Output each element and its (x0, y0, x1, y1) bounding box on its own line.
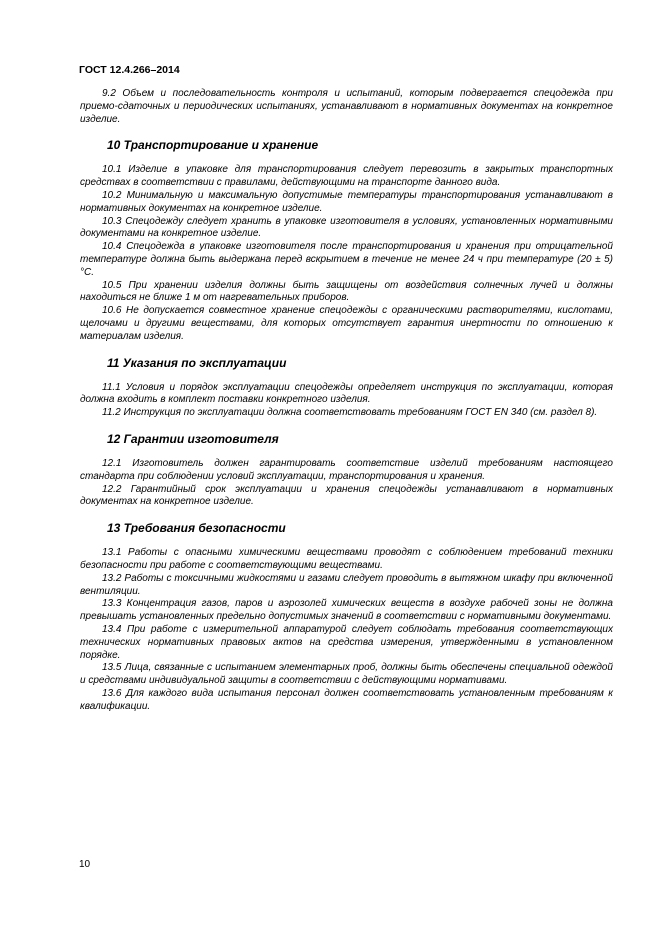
paragraph-11-2: 11.2 Инструкция по эксплуатации должна соответствовать требованиям ГОСТ EN 340 (см. раздел 8). (102, 407, 598, 419)
section-heading-10: 10 Транспортирование и хранение (107, 138, 319, 153)
document-body (80, 88, 613, 713)
paragraph-10-6: 10.6 Не допускается совместное хранение спецодежды с органическими растворителями, кислотами, щелочами и другими веществами, для которых отсутствует гарантия инертности по отношению к материалам изделия. (80, 305, 613, 342)
paragraph-10-1: 10.1 Изделие в упаковке для транспортирования следует перевозить в закрытых транспортных средствах в соответствии с правилами, действующими на транспорте данного вида. (80, 164, 613, 189)
paragraph-13-3: 13.3 Концентрация газов, паров и аэрозолей химических веществ в воздухе рабочей зоны не должна превышать установленных предельно допустимых значений в соответствии с нормативными документами. (80, 598, 613, 623)
paragraph-13-2: 13.2 Работы с токсичными жидкостями и газами следует проводить в вытяжном шкафу при включенной вентиляции. (80, 572, 613, 597)
section-heading-11: 11 Указания по эксплуатации (107, 355, 287, 370)
paragraph-13-6: 13.6 Для каждого вида испытания персонал должен соответствовать установленным требованиям к квалификации. (80, 687, 613, 712)
paragraph-10-3: 10.3 Спецодежду следует хранить в упаковке изготовителя в условиях, установленных нормативными документами на конкретное изделие. (80, 215, 613, 240)
section-heading-12: 12 Гарантии изготовителя (107, 431, 279, 446)
paragraph-13-5: 13.5 Лица, связанные с испытанием элементарных проб, должны быть обеспечены специальной одеждой и средствами индивидуальной защиты в соответствии с действующими нормативами. (80, 662, 613, 687)
paragraph-9-2: 9.2 Объем и последовательность контроля и испытаний, которым подвергается спецодежда при приемо-сдаточных и периодических испытаниях, устанавливают в нормативных документах на конкретное изделие. (80, 88, 613, 125)
paragraph-10-5: 10.5 При хранении изделия должны быть защищены от воздействия солнечных лучей и должны находиться не ближе 1 м от нагревательных приборов. (80, 279, 613, 304)
section-heading-13: 13 Требования безопасности (107, 521, 286, 536)
paragraph-11-1: 11.1 Условия и порядок эксплуатации спецодежды определяет инструкция по эксплуатации, которая должна входить в комплект поставки конкретного изделия. (80, 381, 613, 406)
paragraph-10-2: 10.2 Минимальную и максимальную допустимые температуры транспортирования устанавливают в нормативных документах на конкретное изделие. (80, 189, 613, 214)
page-number: 10 (79, 859, 91, 870)
paragraph-13-1: 13.1 Работы с опасными химическими веществами проводят с соблюдением требований техники безопасности при работе с соответствующими веществами. (80, 547, 613, 571)
paragraph-13-4: 13.4 При работе с измерительной аппаратурой следует соблюдать требования соответствующих технических нормативных правовых актов на средства измерения, утвержденными в установленном порядке. (80, 623, 613, 661)
paragraph-12-1: 12.1 Изготовитель должен гарантировать соответствие изделий требованиям настоящего стандарта при соблюдении условий эксплуатации, транспортирования и хранения. (80, 457, 613, 482)
paragraph-10-4: 10.4 Спецодежда в упаковке изготовителя после транспортирования и хранения при отрицательной температуре должна быть выдержана перед вскрытием в течение не менее 24 ч при температуре (20 ± 5) °С. (80, 241, 613, 278)
paragraph-12-2: 12.2 Гарантийный срок эксплуатации и хранения спецодежды устанавливают в нормативных документах на конкретное изделие. (80, 483, 613, 508)
document-id: ГОСТ 12.4.266–2014 (79, 64, 180, 76)
